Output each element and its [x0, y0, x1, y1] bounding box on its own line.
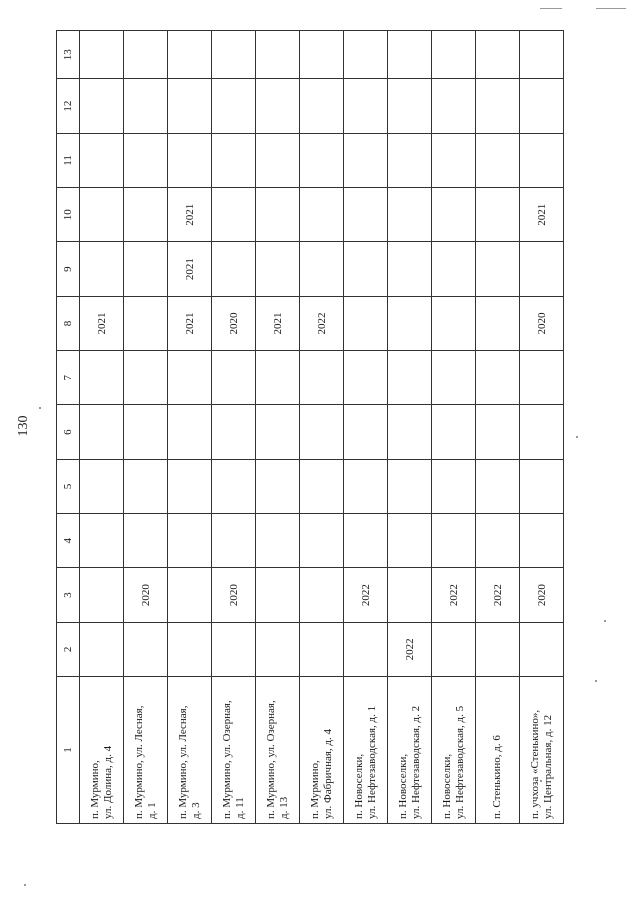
year-cell: 2021 — [256, 296, 300, 350]
address-line: ул. Нефтезаводская, д. 2 — [409, 705, 422, 819]
year-cell — [344, 296, 388, 350]
year-cell: 2021 — [168, 188, 212, 242]
address-line: д. 1 — [145, 802, 158, 819]
year-cell — [344, 188, 388, 242]
year-cell — [124, 514, 168, 568]
year-cell — [432, 351, 476, 405]
year-cell — [388, 459, 432, 513]
column-header: 8 — [57, 296, 80, 350]
page-number: 130 — [16, 415, 31, 437]
address-line: п. Стенькино, д. 6 — [491, 735, 503, 819]
year-cell — [344, 31, 388, 79]
year-cell — [432, 296, 476, 350]
address-cell — [300, 677, 344, 824]
year-cell — [388, 351, 432, 405]
year-cell — [256, 242, 300, 296]
schedule-table-wrapper — [56, 30, 556, 824]
scan-mark — [540, 8, 562, 9]
year-cell — [388, 133, 432, 187]
address-line: ул. Нефтезаводская, д. 1 — [365, 705, 378, 819]
address-line: ул. Долина, д. 4 — [101, 745, 114, 819]
address-cell — [168, 677, 212, 824]
year-cell — [476, 622, 520, 676]
address-line: п. Новоселки, — [440, 753, 453, 819]
year-cell — [344, 79, 388, 133]
year-cell: 2022 — [432, 568, 476, 622]
column-header: 9 — [57, 242, 80, 296]
year-cell — [344, 133, 388, 187]
year-cell — [256, 133, 300, 187]
year-cell — [300, 459, 344, 513]
year-cell: 2022 — [344, 568, 388, 622]
year-cell — [80, 459, 124, 513]
year-cell — [212, 514, 256, 568]
year-cell — [476, 31, 520, 79]
year-cell — [168, 133, 212, 187]
header-row — [57, 31, 80, 824]
year-cell — [80, 242, 124, 296]
year-cell — [168, 79, 212, 133]
year-cell — [212, 188, 256, 242]
year-cell — [300, 405, 344, 459]
year-cell — [212, 351, 256, 405]
year-cell — [300, 133, 344, 187]
year-cell — [388, 242, 432, 296]
year-cell — [256, 79, 300, 133]
year-cell — [432, 242, 476, 296]
year-cell — [256, 405, 300, 459]
year-cell — [212, 79, 256, 133]
year-cell: 2020 — [520, 568, 564, 622]
year-cell — [168, 351, 212, 405]
address-line: п. Мурмино, ул. Лесная, — [132, 705, 145, 819]
year-cell — [300, 514, 344, 568]
year-cell — [520, 31, 564, 79]
year-cell: 2020 — [520, 296, 564, 350]
year-cell — [300, 31, 344, 79]
scan-speck — [604, 620, 606, 622]
address-cell — [432, 677, 476, 824]
address-line: п. учхоза «Стенькино», — [528, 709, 541, 819]
table-row — [168, 31, 212, 824]
year-cell — [520, 622, 564, 676]
table-row — [520, 31, 564, 824]
year-cell — [476, 459, 520, 513]
year-cell — [124, 188, 168, 242]
column-header: 1 — [57, 677, 80, 824]
year-cell — [344, 351, 388, 405]
year-cell — [388, 568, 432, 622]
address-line: д. 13 — [277, 796, 290, 819]
year-cell — [124, 31, 168, 79]
year-cell — [476, 242, 520, 296]
year-cell — [212, 405, 256, 459]
year-cell — [212, 242, 256, 296]
column-header: 5 — [57, 459, 80, 513]
year-cell — [124, 79, 168, 133]
year-cell: 2021 — [168, 242, 212, 296]
year-cell — [432, 405, 476, 459]
scan-speck — [24, 884, 26, 886]
year-cell — [80, 568, 124, 622]
year-cell — [300, 351, 344, 405]
year-cell — [80, 351, 124, 405]
year-cell — [124, 405, 168, 459]
year-cell — [520, 79, 564, 133]
year-cell — [256, 622, 300, 676]
year-cell — [212, 622, 256, 676]
year-cell — [388, 79, 432, 133]
year-cell — [124, 622, 168, 676]
year-cell — [124, 133, 168, 187]
year-cell — [300, 568, 344, 622]
year-cell — [124, 242, 168, 296]
address-cell — [212, 677, 256, 824]
year-cell: 2020 — [124, 568, 168, 622]
column-header: 6 — [57, 405, 80, 459]
year-cell — [212, 459, 256, 513]
column-header: 2 — [57, 622, 80, 676]
year-cell: 2020 — [212, 568, 256, 622]
address-line: ул. Фабричная, д. 4 — [321, 728, 334, 819]
year-cell — [520, 514, 564, 568]
year-cell — [80, 133, 124, 187]
address-line: п. Мурмино, ул. Озерная, — [264, 700, 277, 819]
year-cell — [432, 188, 476, 242]
year-cell — [256, 459, 300, 513]
column-header: 4 — [57, 514, 80, 568]
year-cell — [124, 296, 168, 350]
address-cell — [344, 677, 388, 824]
table-row — [432, 31, 476, 824]
year-cell — [168, 405, 212, 459]
year-cell — [256, 568, 300, 622]
year-cell: 2022 — [300, 296, 344, 350]
year-cell — [476, 351, 520, 405]
year-cell — [212, 133, 256, 187]
scan-speck — [576, 436, 578, 438]
year-cell: 2022 — [476, 568, 520, 622]
address-cell — [256, 677, 300, 824]
year-cell — [520, 133, 564, 187]
year-cell — [344, 622, 388, 676]
year-cell — [168, 514, 212, 568]
year-cell: 2021 — [168, 296, 212, 350]
year-cell — [476, 79, 520, 133]
year-cell — [300, 79, 344, 133]
address-cell — [388, 677, 432, 824]
table-row — [256, 31, 300, 824]
year-cell — [300, 622, 344, 676]
year-cell — [212, 31, 256, 79]
table-row — [300, 31, 344, 824]
address-line: п. Мурмино, ул. Лесная, — [176, 705, 189, 819]
year-cell: 2021 — [80, 296, 124, 350]
column-header: 7 — [57, 351, 80, 405]
address-line: п. Новоселки, — [396, 753, 409, 819]
column-header: 10 — [57, 188, 80, 242]
address-line: д. 3 — [189, 802, 202, 819]
table-row — [124, 31, 168, 824]
table-row — [80, 31, 124, 824]
table-row — [344, 31, 388, 824]
year-cell — [80, 188, 124, 242]
year-cell — [300, 242, 344, 296]
year-cell — [388, 31, 432, 79]
address-line: ул. Центральная, д. 12 — [541, 714, 554, 819]
address-line: п. Мурмино, — [308, 760, 321, 819]
year-cell — [432, 79, 476, 133]
year-cell — [432, 133, 476, 187]
address-line: д. 11 — [233, 797, 246, 819]
year-cell — [388, 296, 432, 350]
address-line: п. Новоселки, — [352, 753, 365, 819]
address-cell — [80, 677, 124, 824]
year-cell — [80, 31, 124, 79]
year-cell — [80, 79, 124, 133]
column-header: 13 — [57, 31, 80, 79]
year-cell — [432, 459, 476, 513]
year-cell — [124, 351, 168, 405]
year-cell — [256, 188, 300, 242]
year-cell — [256, 514, 300, 568]
year-cell — [432, 31, 476, 79]
year-cell — [300, 188, 344, 242]
year-cell — [80, 405, 124, 459]
year-cell — [476, 405, 520, 459]
year-cell — [520, 242, 564, 296]
column-header: 3 — [57, 568, 80, 622]
address-line: п. Мурмино, — [88, 760, 101, 819]
year-cell — [80, 622, 124, 676]
year-cell — [256, 31, 300, 79]
year-cell — [168, 31, 212, 79]
address-line: ул. Нефтезаводская, д. 5 — [453, 705, 466, 819]
year-cell — [388, 514, 432, 568]
year-cell — [168, 622, 212, 676]
year-cell — [432, 514, 476, 568]
column-header: 11 — [57, 133, 80, 187]
table-row — [212, 31, 256, 824]
year-cell — [124, 459, 168, 513]
year-cell — [80, 514, 124, 568]
table-row — [388, 31, 432, 824]
address-cell — [476, 677, 520, 824]
year-cell — [256, 351, 300, 405]
scan-mark — [596, 8, 626, 9]
schedule-table — [56, 30, 564, 824]
year-cell: 2020 — [212, 296, 256, 350]
year-cell — [388, 188, 432, 242]
year-cell — [520, 459, 564, 513]
year-cell — [344, 242, 388, 296]
address-line: п. Мурмино, ул. Озерная, — [220, 700, 233, 819]
year-cell — [344, 405, 388, 459]
column-header: 12 — [57, 79, 80, 133]
year-cell — [520, 351, 564, 405]
address-cell — [520, 677, 564, 824]
year-cell — [388, 405, 432, 459]
year-cell — [168, 568, 212, 622]
year-cell — [520, 405, 564, 459]
year-cell — [344, 459, 388, 513]
year-cell — [476, 514, 520, 568]
year-cell — [432, 622, 476, 676]
year-cell — [168, 459, 212, 513]
year-cell — [476, 133, 520, 187]
year-cell — [476, 188, 520, 242]
scan-speck — [39, 407, 41, 409]
scan-speck — [595, 680, 597, 682]
year-cell — [344, 514, 388, 568]
address-cell — [124, 677, 168, 824]
year-cell: 2022 — [388, 622, 432, 676]
year-cell — [476, 296, 520, 350]
table-row — [476, 31, 520, 824]
year-cell: 2021 — [520, 188, 564, 242]
